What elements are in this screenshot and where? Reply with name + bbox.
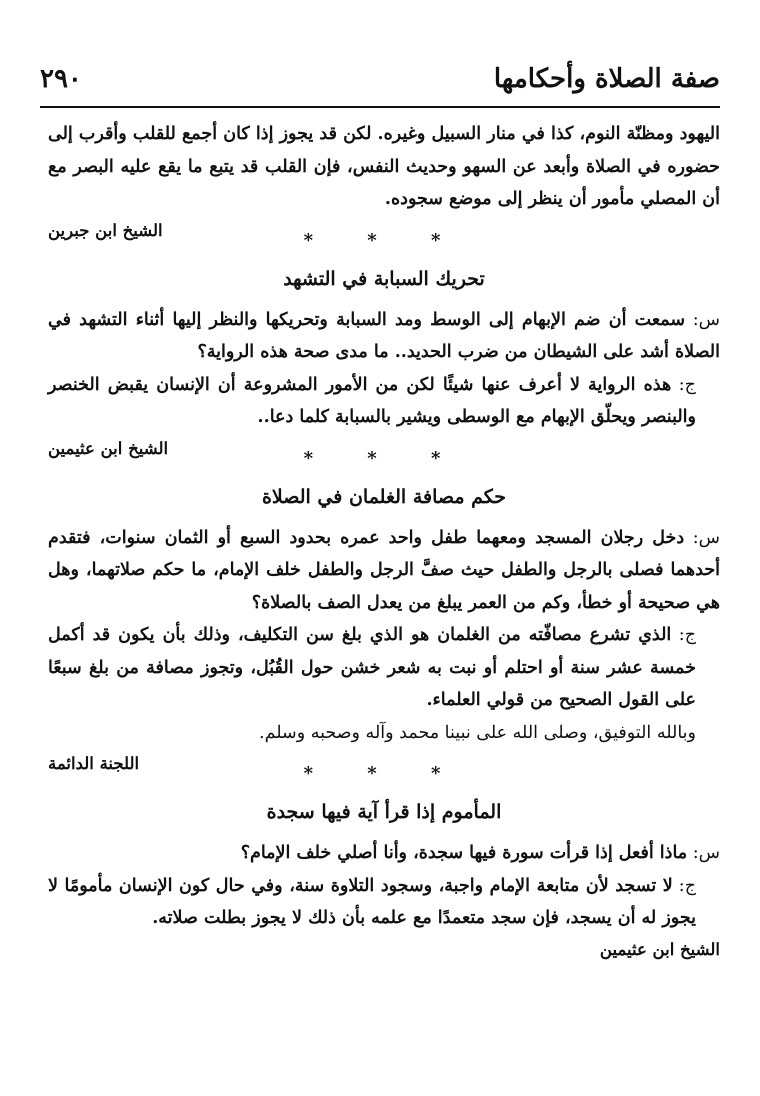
running-title: صفة الصلاة وأحكامها: [493, 64, 720, 94]
question-text: دخل رجلان المسجد ومعهما طفل واحد عمره بحدود السبع أو الثمان سنوات، فتقدم أحدهما فصلى بالرجل والطفل حيث صفَّ الرجل والطفل خلف الإمام، ما حكم صلاتهما، وهل هي صحيحة أو خطأ، وكم من العمر يبلغ من يعدل الصف بالصلاة؟: [48, 527, 720, 613]
attribution: الشيخ ابن جبرين: [48, 220, 163, 240]
attribution: الشيخ ابن عثيمين: [599, 939, 720, 959]
question: [48, 522, 720, 620]
answer-text: لا تسجد لأن متابعة الإمام واجبة، وسجود التلاوة سنة، وفي حال كون الإنسان مأمومًا لا يجوز له أن يسجد، فإن سجد متعمدًا مع علمه بأن ذلك لا يجوز بطلت صلاته.: [48, 875, 696, 928]
answer-text: هذه الرواية لا أعرف عنها شيئًا لكن من الأمور المشروعة أن الإنسان يقبض الخنصر والبنصر ويحلّق الإبهام مع الوسطى ويشير بالسبابة كلما دعا..: [48, 374, 696, 427]
attribution: اللجنة الدائمة: [48, 754, 140, 773]
section-divider: * * *: [303, 763, 465, 784]
answer: [48, 619, 720, 717]
page-content: [48, 118, 720, 965]
section-divider: * * *: [303, 447, 465, 469]
page-header: [40, 62, 720, 102]
header-rule: [40, 106, 720, 108]
closing-text: وبالله التوفيق، وصلى الله على نبينا محمد وآله وصحبه وسلم.: [259, 722, 696, 743]
answer-label: ج:: [678, 625, 696, 645]
attribution: الشيخ ابن عثيمين: [48, 438, 169, 458]
answer-label: ج:: [678, 374, 696, 395]
answer-label: ج:: [678, 875, 696, 896]
question: [48, 304, 720, 369]
question-label: س:: [692, 309, 720, 330]
section-title: تحريك السبابة في التشهد: [283, 267, 485, 290]
section-title: حكم مصافة الغلمان في الصلاة: [261, 485, 507, 508]
answer-text: الذي تشرع مصافّته من الغلمان هو الذي بلغ سن التكليف، وذلك بأن يكون قد أكمل خمسة عشر سنة أو احتلم أو نبت به شعر خشن حول القُبُل، وتجوز مصافة من بلغ سبعًا على القول الصحيح من قولي العلماء.: [48, 625, 696, 710]
question: [48, 837, 720, 870]
answer: [48, 369, 720, 434]
section-title: المأموم إذا قرأ آية فيها سجدة: [266, 801, 502, 823]
question-text: سمعت أن ضم الإبهام إلى الوسط ومد السبابة وتحريكها والنظر إليها أثناء التشهد في الصلاة أشد على الشيطان من ضرب الحديد.. ما مدى صحة هذه الرواية؟: [48, 309, 720, 362]
answer: [48, 870, 720, 935]
section-divider: * * *: [303, 229, 465, 251]
question-label: س:: [692, 527, 720, 548]
question-text: ماذا أفعل إذا قرأت سورة فيها سجدة، وأنا أصلي خلف الإمام؟: [240, 843, 688, 863]
page-number: ٢٩٠: [40, 64, 82, 94]
continuation-text: اليهود ومظنّة النوم، كذا في منار السبيل وغيره. لكن قد يجوز إذا كان أجمع للقلب وأقرب إلى حضوره في الصلاة وأبعد عن السهو وحديث النفس، فإن القلب قد يتبع ما يقع عليه البصر مع أن المصلي مأمور أن ينظر إلى موضع سجوده.: [48, 124, 720, 209]
question-label: س:: [692, 843, 720, 863]
